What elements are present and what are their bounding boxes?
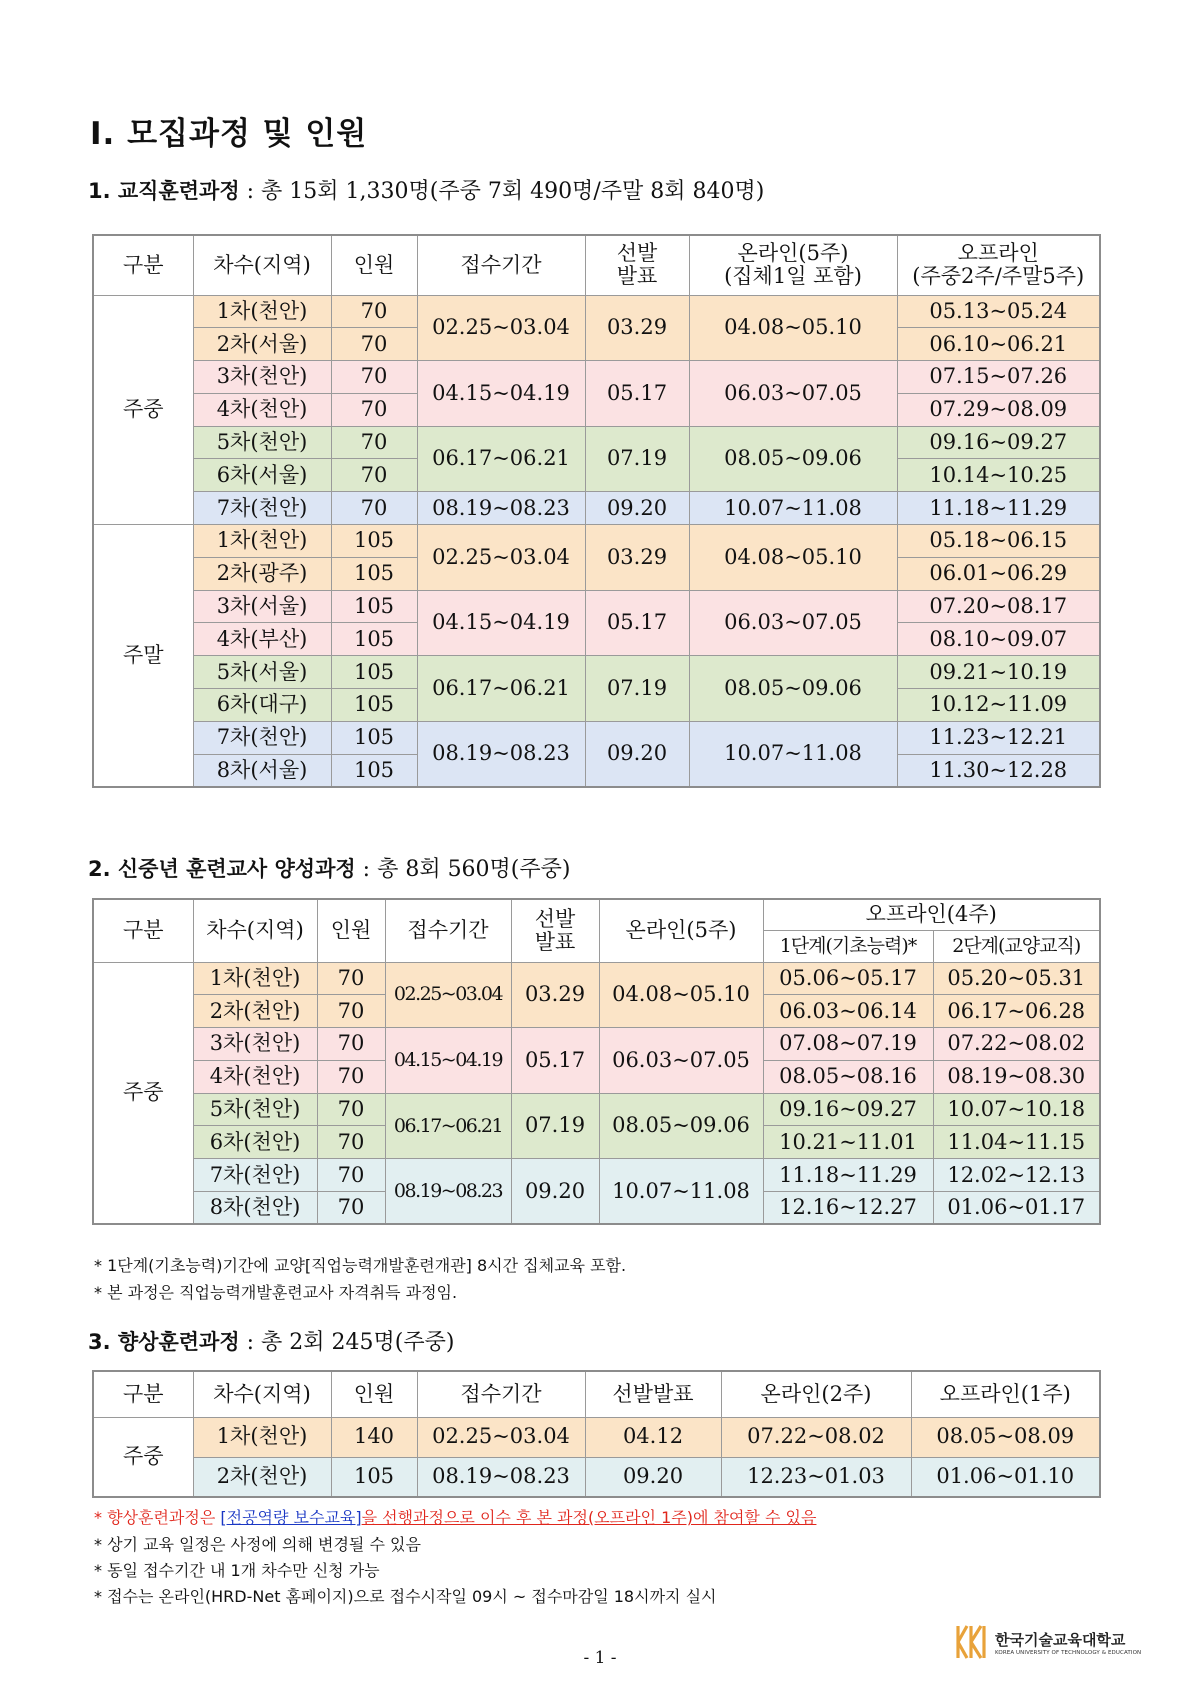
section-2-title	[88, 852, 570, 883]
online-period-cell: 06.03~07.05	[689, 361, 897, 427]
application-period-cell: 08.19~08.23	[385, 1159, 511, 1225]
section-2-name: 2. 신중년 훈련교사 양성과정	[88, 857, 356, 881]
round-cell: 6차(대구)	[193, 689, 331, 722]
offline-period-cell: 09.16~09.27	[897, 426, 1100, 459]
stage2-period-cell: 01.06~01.17	[933, 1192, 1100, 1225]
offline-period-cell: 11.23~12.21	[897, 721, 1100, 754]
count-cell: 70	[317, 962, 385, 995]
round-cell: 3차(천안)	[193, 1028, 317, 1061]
count-cell: 105	[331, 721, 417, 754]
offline-period-cell: 06.01~06.29	[897, 557, 1100, 590]
footnote-schedule-change: * 상기 교육 일정은 사정에 의해 변경될 수 있음	[94, 1535, 421, 1554]
table-row	[93, 1417, 1100, 1457]
application-period-cell: 02.25~03.04	[417, 1417, 585, 1457]
announcement-cell: 07.19	[585, 426, 689, 492]
section-2-summary: : 총 8회 560명(주중)	[362, 857, 571, 882]
table-row	[93, 590, 1100, 623]
category-cell: 주중	[93, 962, 193, 1224]
count-cell: 70	[331, 393, 417, 426]
table-row	[93, 426, 1100, 459]
offline-period-cell: 08.10~09.07	[897, 623, 1100, 656]
table-row	[93, 656, 1100, 689]
announcement-cell: 03.29	[585, 525, 689, 591]
online-period-cell: 08.05~09.06	[689, 426, 897, 492]
stage2-period-cell: 08.19~08.30	[933, 1060, 1100, 1093]
logo-english-name: KOREA UNIVERSITY OF TECHNOLOGY & EDUCATION	[995, 1649, 1142, 1656]
section-3-summary: : 총 2회 245명(주중)	[246, 1330, 455, 1355]
offline-period-cell: 07.20~08.17	[897, 590, 1100, 623]
online-period-cell: 06.03~07.05	[689, 590, 897, 656]
round-cell: 7차(천안)	[193, 721, 331, 754]
table-row	[93, 1028, 1100, 1061]
online-period-cell: 08.05~09.06	[599, 1093, 763, 1159]
application-period-cell: 02.25~03.04	[385, 962, 511, 1028]
application-period-cell: 06.17~06.21	[417, 656, 585, 722]
offline-period-cell: 09.21~10.19	[897, 656, 1100, 689]
count-cell: 105	[331, 1457, 417, 1497]
announcement-cell: 07.19	[511, 1093, 599, 1159]
round-cell: 7차(천안)	[193, 492, 331, 525]
count-cell: 105	[331, 754, 417, 787]
footnote-link: [전공역량 보수교육]	[220, 1508, 362, 1527]
col-header: 2단계(교양교직)	[933, 930, 1100, 962]
footnote-prerequisite	[94, 1505, 816, 1528]
announcement-cell: 09.20	[585, 1457, 721, 1497]
offline-period-cell: 10.14~10.25	[897, 459, 1100, 492]
round-cell: 1차(천안)	[193, 1417, 331, 1457]
col-header: 선발 발표	[511, 899, 599, 962]
col-header: 선발발표	[585, 1371, 721, 1417]
footnote-one-round: * 동일 접수기간 내 1개 차수만 신청 가능	[94, 1561, 380, 1580]
section-3-name: 3. 향상훈련과정	[88, 1330, 240, 1354]
count-cell: 70	[331, 295, 417, 328]
col-header: 인원	[317, 899, 385, 962]
offline-period-cell: 07.29~08.09	[897, 393, 1100, 426]
count-cell: 70	[331, 361, 417, 394]
round-cell: 5차(천안)	[193, 1093, 317, 1126]
online-period-cell: 10.07~11.08	[599, 1159, 763, 1225]
category-cell: 주중	[93, 1417, 193, 1497]
round-cell: 8차(서울)	[193, 754, 331, 787]
count-cell: 70	[317, 995, 385, 1028]
page-number: - 1 -	[583, 1648, 617, 1668]
col-header: 차수(지역)	[193, 235, 331, 295]
round-cell: 7차(천안)	[193, 1159, 317, 1192]
col-header: 오프라인(4주)	[763, 899, 1100, 930]
round-cell: 2차(서울)	[193, 328, 331, 361]
footnote-application: * 접수는 온라인(HRD-Net 홈페이지)으로 접수시작일 09시 ~ 접수마감일 18시까지 실시	[94, 1587, 717, 1606]
table-row	[93, 721, 1100, 754]
count-cell: 105	[331, 689, 417, 722]
round-cell: 1차(천안)	[193, 295, 331, 328]
round-cell: 1차(천안)	[193, 525, 331, 558]
round-cell: 2차(천안)	[193, 1457, 331, 1497]
offline-period-cell: 11.18~11.29	[897, 492, 1100, 525]
round-cell: 8차(천안)	[193, 1192, 317, 1225]
count-cell: 70	[331, 459, 417, 492]
section-2-note: * 1단계(기초능력)기간에 교양[직업능력개발훈련개관] 8시간 집체교육 포함.	[94, 1256, 627, 1275]
online-period-cell: 04.08~05.10	[689, 295, 897, 361]
teacher-training-table	[92, 234, 1101, 788]
application-period-cell: 08.19~08.23	[417, 492, 585, 525]
offline-period-cell: 06.10~06.21	[897, 328, 1100, 361]
announcement-cell: 07.19	[585, 656, 689, 722]
count-cell: 70	[331, 328, 417, 361]
count-cell: 70	[317, 1093, 385, 1126]
announcement-cell: 03.29	[585, 295, 689, 361]
count-cell: 105	[331, 525, 417, 558]
count-cell: 70	[317, 1159, 385, 1192]
online-period-cell: 04.08~05.10	[599, 962, 763, 1028]
table-header-row	[93, 899, 1100, 930]
col-header: 오프라인 (주중2주/주말5주)	[897, 235, 1100, 295]
application-period-cell: 04.15~04.19	[417, 361, 585, 427]
announcement-cell: 05.17	[511, 1028, 599, 1094]
count-cell: 105	[331, 590, 417, 623]
category-cell: 주말	[93, 525, 193, 787]
table-row	[93, 1159, 1100, 1192]
count-cell: 140	[331, 1417, 417, 1457]
offline-period-cell: 10.12~11.09	[897, 689, 1100, 722]
count-cell: 105	[331, 656, 417, 689]
col-header: 구분	[93, 899, 193, 962]
stage1-period-cell: 09.16~09.27	[763, 1093, 933, 1126]
round-cell: 4차(천안)	[193, 393, 331, 426]
count-cell: 105	[331, 623, 417, 656]
online-period-cell: 10.07~11.08	[689, 492, 897, 525]
count-cell: 105	[331, 557, 417, 590]
application-period-cell: 06.17~06.21	[417, 426, 585, 492]
footnote-text: 을 선행과정으로 이수 후 본 과정(오프라인 1주)에 참여할 수 있음	[361, 1508, 817, 1527]
col-header: 1단계(기초능력)*	[763, 930, 933, 962]
stage1-period-cell: 06.03~06.14	[763, 995, 933, 1028]
round-cell: 3차(서울)	[193, 590, 331, 623]
table-row	[93, 962, 1100, 995]
section-2-note: * 본 과정은 직업능력개발훈련교사 자격취득 과정임.	[94, 1283, 458, 1302]
section-1-title	[88, 174, 764, 205]
online-period-cell: 12.23~01.03	[721, 1457, 911, 1497]
announcement-cell: 03.29	[511, 962, 599, 1028]
table-row	[93, 295, 1100, 328]
count-cell: 70	[317, 1126, 385, 1159]
round-cell: 4차(부산)	[193, 623, 331, 656]
stage1-period-cell: 11.18~11.29	[763, 1159, 933, 1192]
col-header: 접수기간	[417, 1371, 585, 1417]
col-header: 온라인(5주)	[599, 899, 763, 962]
stage1-period-cell: 07.08~07.19	[763, 1028, 933, 1061]
stage1-period-cell: 12.16~12.27	[763, 1192, 933, 1225]
stage1-period-cell: 10.21~11.01	[763, 1126, 933, 1159]
stage1-period-cell: 08.05~08.16	[763, 1060, 933, 1093]
footnote-text: * 향상훈련과정은	[94, 1508, 221, 1527]
section-1-name: 1. 교직훈련과정	[88, 179, 240, 203]
offline-period-cell: 07.15~07.26	[897, 361, 1100, 394]
online-period-cell: 07.22~08.02	[721, 1417, 911, 1457]
col-header: 접수기간	[385, 899, 511, 962]
stage2-period-cell: 12.02~12.13	[933, 1159, 1100, 1192]
application-period-cell: 02.25~03.04	[417, 295, 585, 361]
offline-period-cell: 11.30~12.28	[897, 754, 1100, 787]
category-cell: 주중	[93, 295, 193, 525]
col-header: 온라인(2주)	[721, 1371, 911, 1417]
round-cell: 3차(천안)	[193, 361, 331, 394]
application-period-cell: 04.15~04.19	[385, 1028, 511, 1094]
application-period-cell: 06.17~06.21	[385, 1093, 511, 1159]
table-row	[93, 1457, 1100, 1497]
middle-aged-trainer-table	[92, 898, 1101, 1225]
announcement-cell: 04.12	[585, 1417, 721, 1457]
round-cell: 5차(천안)	[193, 426, 331, 459]
round-cell: 5차(서울)	[193, 656, 331, 689]
table-row	[93, 1093, 1100, 1126]
application-period-cell: 08.19~08.23	[417, 1457, 585, 1497]
offline-period-cell: 08.05~08.09	[911, 1417, 1100, 1457]
col-header: 인원	[331, 1371, 417, 1417]
logo-korean-name: 한국기술교육대학교	[995, 1630, 1126, 1649]
col-header: 인원	[331, 235, 417, 295]
offline-period-cell: 05.18~06.15	[897, 525, 1100, 558]
offline-period-cell: 05.13~05.24	[897, 295, 1100, 328]
col-header: 오프라인(1주)	[911, 1371, 1100, 1417]
count-cell: 70	[331, 426, 417, 459]
round-cell: 4차(천안)	[193, 1060, 317, 1093]
section-3-title	[88, 1325, 454, 1356]
stage2-period-cell: 11.04~11.15	[933, 1126, 1100, 1159]
col-header: 구분	[93, 1371, 193, 1417]
online-period-cell: 04.08~05.10	[689, 525, 897, 591]
round-cell: 2차(광주)	[193, 557, 331, 590]
count-cell: 70	[331, 492, 417, 525]
page-heading: Ⅰ. 모집과정 및 인원	[90, 116, 368, 152]
col-header: 차수(지역)	[193, 899, 317, 962]
col-header: 접수기간	[417, 235, 585, 295]
announcement-cell: 09.20	[585, 721, 689, 787]
application-period-cell: 02.25~03.04	[417, 525, 585, 591]
table-header-row	[93, 235, 1100, 295]
count-cell: 70	[317, 1192, 385, 1225]
table-row	[93, 525, 1100, 558]
count-cell: 70	[317, 1028, 385, 1061]
col-header: 온라인(5주) (집체1일 포함)	[689, 235, 897, 295]
table-row	[93, 492, 1100, 525]
stage2-period-cell: 07.22~08.02	[933, 1028, 1100, 1061]
round-cell: 6차(서울)	[193, 459, 331, 492]
stage2-period-cell: 06.17~06.28	[933, 995, 1100, 1028]
table-row	[93, 361, 1100, 394]
online-period-cell: 10.07~11.08	[689, 721, 897, 787]
announcement-cell: 09.20	[511, 1159, 599, 1225]
table-header-row	[93, 1371, 1100, 1417]
section-1-summary: : 총 15회 1,330명(주중 7회 490명/주말 8회 840명)	[246, 179, 765, 204]
announcement-cell: 05.17	[585, 590, 689, 656]
round-cell: 6차(천안)	[193, 1126, 317, 1159]
round-cell: 1차(천안)	[193, 962, 317, 995]
online-period-cell: 06.03~07.05	[599, 1028, 763, 1094]
university-logo	[955, 1622, 1141, 1662]
application-period-cell: 08.19~08.23	[417, 721, 585, 787]
round-cell: 2차(천안)	[193, 995, 317, 1028]
count-cell: 70	[317, 1060, 385, 1093]
stage1-period-cell: 05.06~05.17	[763, 962, 933, 995]
offline-period-cell: 01.06~01.10	[911, 1457, 1100, 1497]
application-period-cell: 04.15~04.19	[417, 590, 585, 656]
logo-mark-icon	[955, 1622, 989, 1662]
stage2-period-cell: 05.20~05.31	[933, 962, 1100, 995]
announcement-cell: 05.17	[585, 361, 689, 427]
col-header: 구분	[93, 235, 193, 295]
announcement-cell: 09.20	[585, 492, 689, 525]
col-header: 차수(지역)	[193, 1371, 331, 1417]
stage2-period-cell: 10.07~10.18	[933, 1093, 1100, 1126]
online-period-cell: 08.05~09.06	[689, 656, 897, 722]
col-header: 선발 발표	[585, 235, 689, 295]
advanced-training-table	[92, 1370, 1101, 1498]
